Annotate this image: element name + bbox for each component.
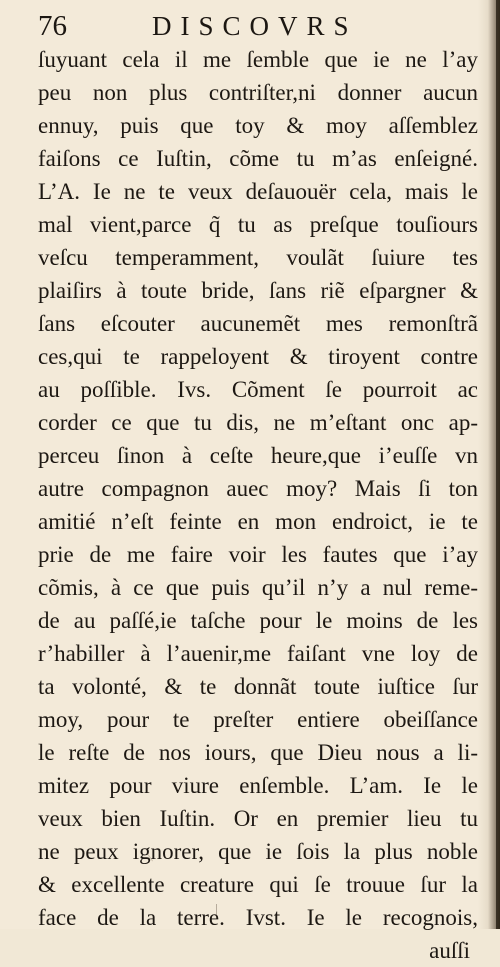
text-line: autre compagnon auec moy? Mais ſi ton (38, 476, 478, 501)
catchword: auſſi (429, 938, 470, 963)
text-line: mitez pour viure enſemble. L’am. Ie le (38, 773, 478, 798)
text-line: cõmis, à ce que puis qu’il n’y a nul reme- (38, 575, 478, 600)
text-line: plaiſirs à toute bride, ſans riẽ eſpargner & (38, 278, 478, 303)
text-line: peu non plus contriſter,ni donner aucun (38, 80, 478, 105)
text-line: face de la terre. Ivst. Ie le recognois, (38, 905, 478, 930)
text-line: prie de me faire voir les fautes que i’ay (38, 542, 478, 567)
text-line: veux bien Iuſtin. Or en premier lieu tu (38, 806, 478, 831)
page-edge (496, 0, 500, 929)
text-line: & excellente creature qui ſe trouue ſur la (38, 872, 478, 897)
text-line: ſuyuant cela il me ſemble que ie ne l’ay (38, 47, 478, 72)
text-line: corder ce que tu dis, ne m’eſtant onc ap- (38, 410, 478, 435)
text-line: ſans eſcouter aucunemẽt mes remonſtrã (38, 311, 478, 336)
text-line: r’habiller à l’auenir,me faiſant vne loy de (38, 641, 478, 666)
text-line: amitié n’eſt feinte en mon endroict, ie te (38, 509, 478, 534)
page-number: 76 (38, 10, 67, 42)
text-line: veſcu temperamment, voulãt ſuiure tes (38, 245, 478, 270)
text-line: ne peux ignorer, que ie ſois la plus noble (38, 839, 478, 864)
running-head: DISCOVRS (152, 11, 358, 41)
text-line: ennuy, puis que toy & moy aſſemblez (38, 113, 478, 138)
text-line: ces,qui te rappeloyent & tiroyent contre (38, 344, 478, 369)
body-text (38, 43, 478, 967)
text-line: au poſſible. Ivs. Cõment ſe pourroit ac (38, 377, 478, 402)
paper-mark (216, 904, 217, 916)
text-line: mal vient,parce q̃ tu as preſque touſiours (38, 212, 478, 237)
text-line: de au paſſé,ie taſche pour le moins de les (38, 608, 478, 633)
text-line: le reſte de nos iours, que Dieu nous a li- (38, 740, 478, 765)
text-line: ta volonté, & te donnãt toute iuſtice ſur (38, 674, 478, 699)
text-line: L’A. Ie ne te veux deſauouër cela, mais le (38, 179, 478, 204)
text-line: perceu ſinon à ceſte heure,que i’euſſe vn (38, 443, 478, 468)
text-line: moy, pour te preſter entiere obeiſſance (38, 707, 478, 732)
text-line: faiſons ce Iuſtin, cõme tu m’as enſeigné. (38, 146, 478, 171)
page-header (38, 8, 468, 44)
